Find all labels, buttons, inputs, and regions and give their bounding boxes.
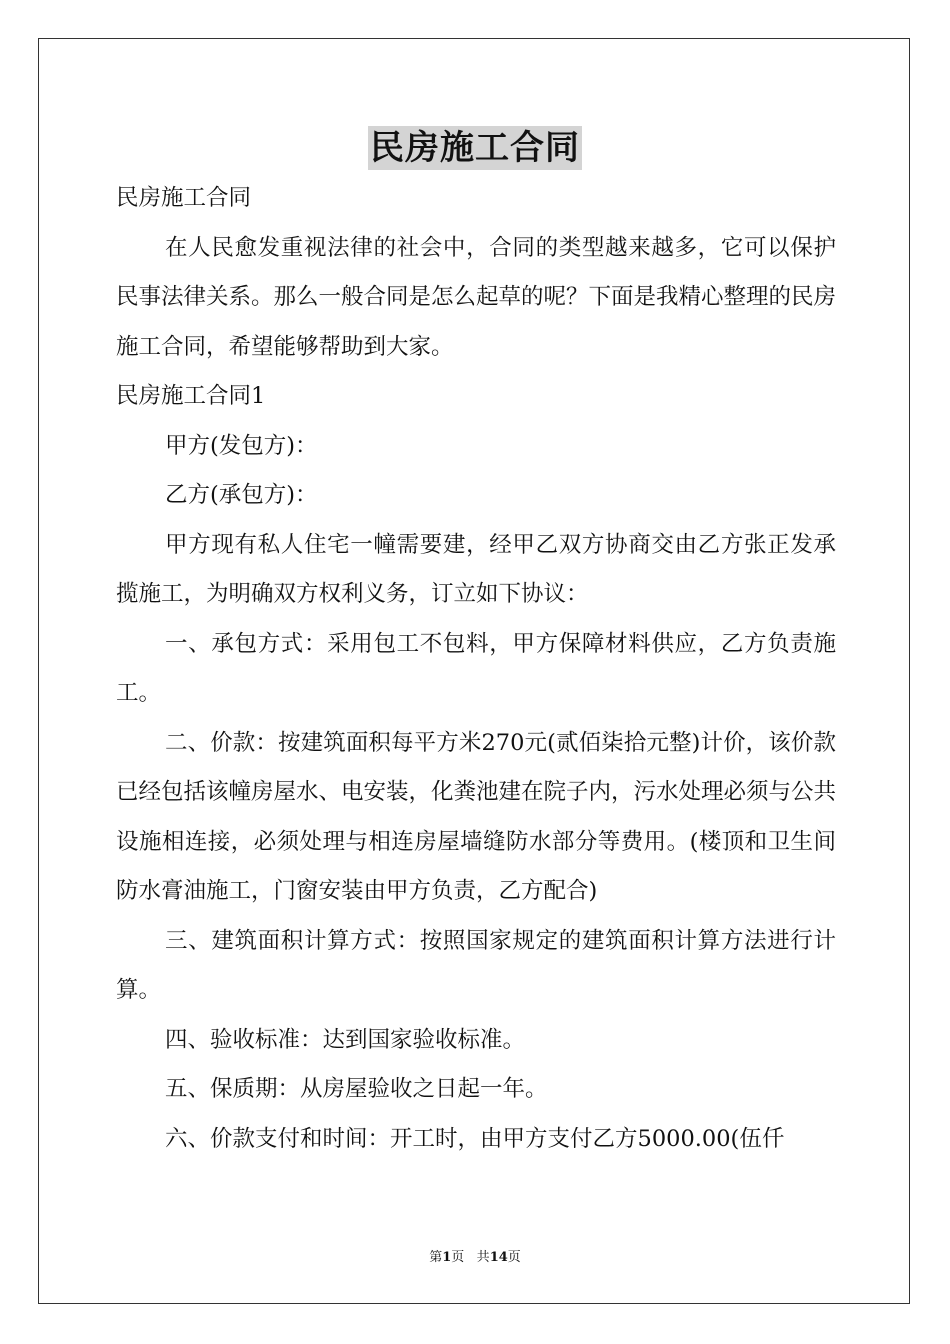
paragraph: 甲方现有私人住宅一幢需要建，经甲乙双方协商交由乙方张正发承揽施工，为明确双方权利义务，订立如下协议： <box>116 531 836 607</box>
clause-2: 二、价款：按建筑面积每平方米270元(贰佰柒拾元整)计价，该价款已经包括该幢房屋水、电安装，化粪池建在院子内，污水处理必须与公共设施相连接，必须处理与相连房屋墙缝防水部分等费用。(楼顶和卫生间防水膏油施工，门窗安装由甲方负责，乙方配合) <box>116 729 837 904</box>
party-a-line: 甲方(发包方)： <box>165 432 318 459</box>
footer-page-number: 1 <box>442 1250 452 1265</box>
party-b-line: 乙方(承包方)： <box>165 482 318 508</box>
clause-6: 六、价款支付和时间：开工时，由甲方支付乙方5000.00(伍仟 <box>165 1125 785 1152</box>
document-body <box>116 174 836 1164</box>
title-container <box>0 126 950 170</box>
section-heading: 民房施工合同1 <box>116 383 266 409</box>
footer-prefix: 第 <box>429 1250 443 1265</box>
clause-1: 一、承包方式：采用包工不包料，甲方保障材料供应，乙方负责施工。 <box>116 630 836 706</box>
footer-total-pages: 14 <box>489 1250 508 1265</box>
document-subtitle: 民房施工合同 <box>116 185 252 211</box>
clause-3: 三、建筑面积计算方式：按照国家规定的建筑面积计算方法进行计算。 <box>116 927 836 1003</box>
footer-total-prefix: 共 <box>476 1250 490 1265</box>
paragraph: 在人民愈发重视法律的社会中，合同的类型越来越多，它可以保护民事法律关系。那么一般合同是怎么起草的呢？下面是我精心整理的民房施工合同，希望能够帮助到大家。 <box>116 234 837 360</box>
clause-4: 四、验收标准：达到国家验收标准。 <box>165 1026 526 1053</box>
page-footer <box>0 1246 950 1265</box>
clause-5: 五、保质期：从房屋验收之日起一年。 <box>165 1076 548 1102</box>
footer-page-suffix: 页 <box>451 1250 465 1265</box>
document-title: 民房施工合同 <box>370 128 580 168</box>
footer-total-suffix: 页 <box>507 1250 521 1265</box>
